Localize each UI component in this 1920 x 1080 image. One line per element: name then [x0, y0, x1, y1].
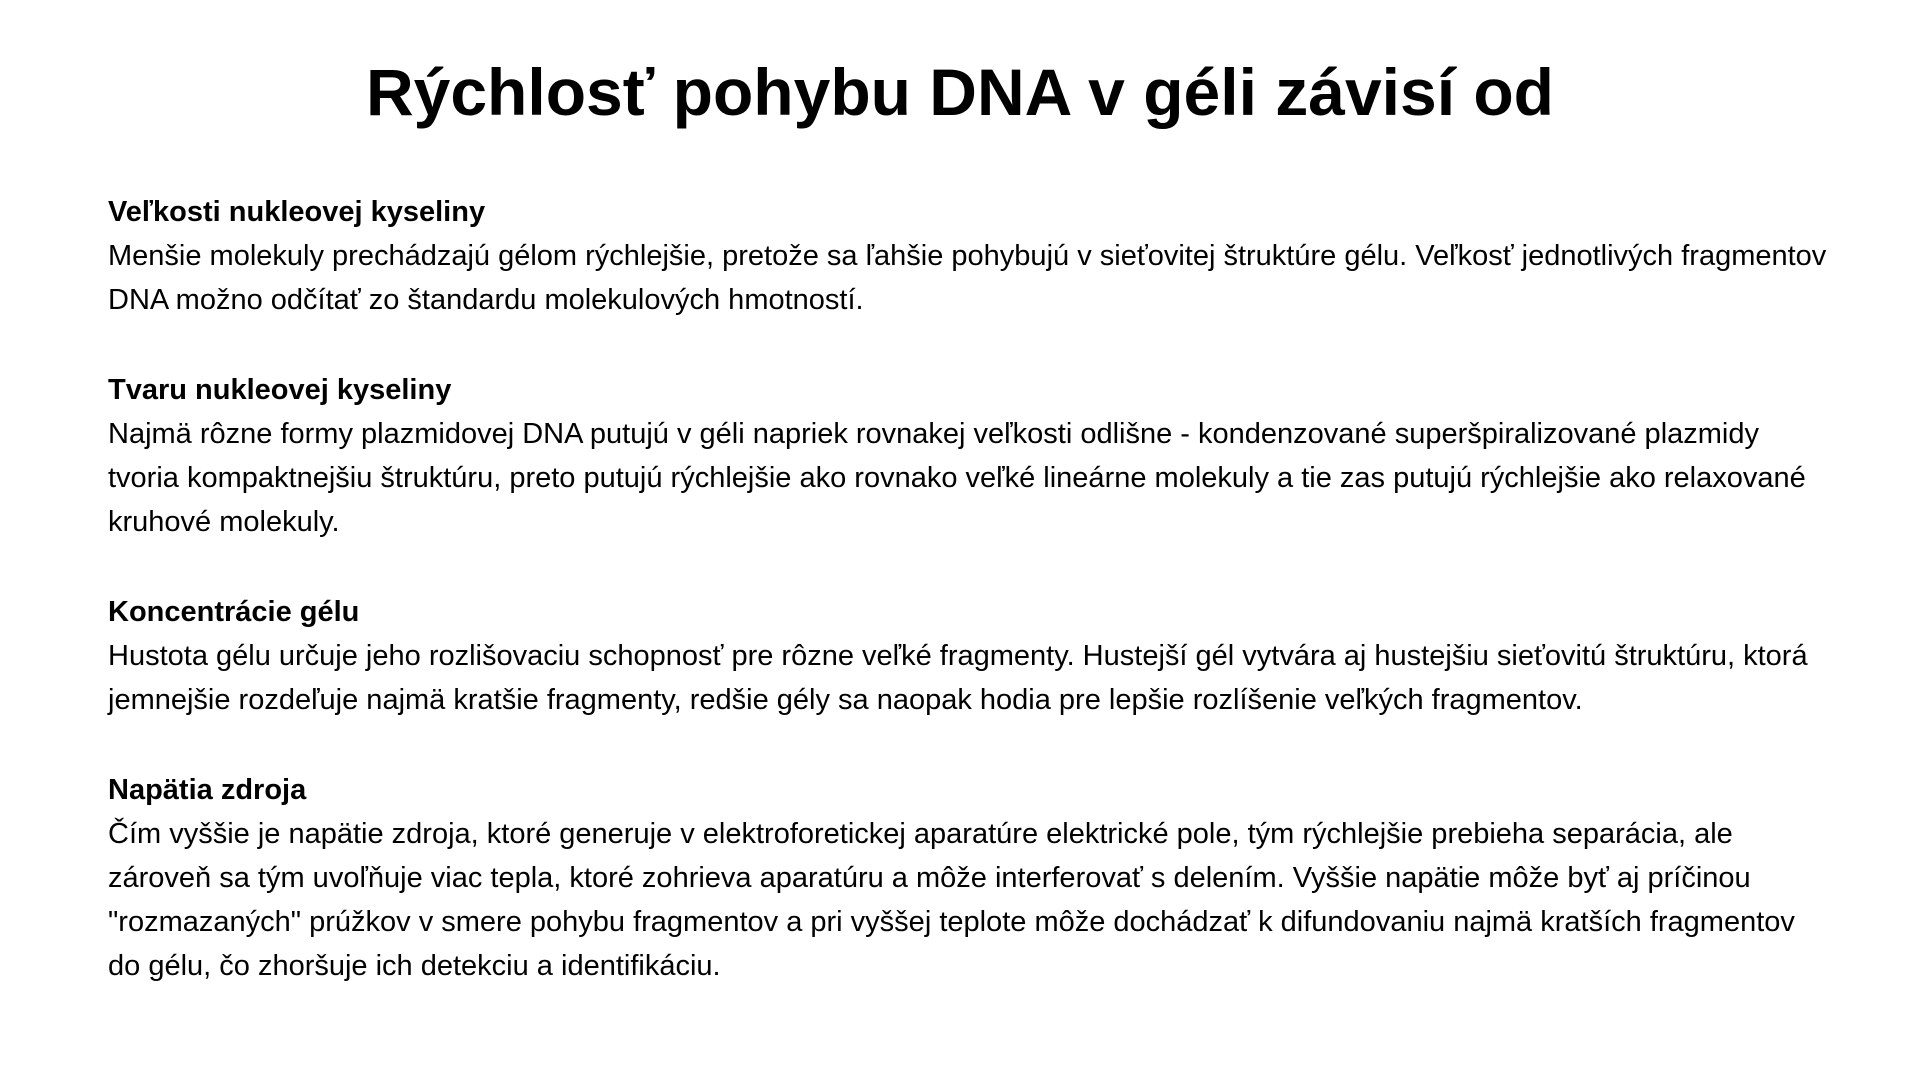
section-gel-concentration	[108, 590, 1828, 722]
section-heading: Napätia zdroja	[108, 774, 307, 806]
section-heading: Tvaru nukleovej kyseliny	[108, 374, 452, 406]
slide-content	[108, 190, 1828, 988]
section-body: Čím vyššie je napätie zdroja, ktoré generuje v elektroforetickej aparatúre elektrické pole, tým rýchlejšie prebieha separácia, ale zároveň sa tým uvoľňuje viac tepla, ktoré zohrieva aparatúru a môže interferovať s delením. Vyššie napätie môže byť aj príčinou "rozmazaných" prúžkov v smere pohybu fragmentov a pri vyššej teplote môže dochádzať k difundovaniu najmä kratších fragmentov do gélu, čo zhoršuje ich detekciu a identifikáciu.	[108, 818, 1795, 982]
section-body: Menšie molekuly prechádzajú gélom rýchlejšie, pretože sa ľahšie pohybujú v sieťovitej štruktúre gélu. Veľkosť jednotlivých fragmentov DNA možno odčítať zo štandardu molekulových hmotností.	[108, 240, 1827, 316]
section-heading: Veľkosti nukleovej kyseliny	[108, 196, 486, 228]
section-heading: Koncentrácie gélu	[108, 596, 360, 628]
section-body: Najmä rôzne formy plazmidovej DNA putujú v géli napriek rovnakej veľkosti odlišne - kondenzované superšpiralizované plazmidy tvoria kompaktnejšiu štruktúru, preto putujú rýchlejšie ako rovnako veľké lineárne molekuly a tie zas putujú rýchlejšie ako relaxované kruhové molekuly.	[108, 418, 1806, 538]
section-voltage	[108, 768, 1828, 988]
slide-title: Rýchlosť pohybu DNA v géli závisí od	[365, 55, 1555, 129]
section-size	[108, 190, 1828, 322]
section-body: Hustota gélu určuje jeho rozlišovaciu schopnosť pre rôzne veľké fragmenty. Hustejší gél vytvára aj hustejšiu sieťovitú štruktúru, ktorá jemnejšie rozdeľuje najmä kratšie fragmenty, redšie gély sa naopak hodia pre lepšie rozlíšenie veľkých fragmentov.	[108, 640, 1808, 716]
section-shape	[108, 368, 1828, 544]
